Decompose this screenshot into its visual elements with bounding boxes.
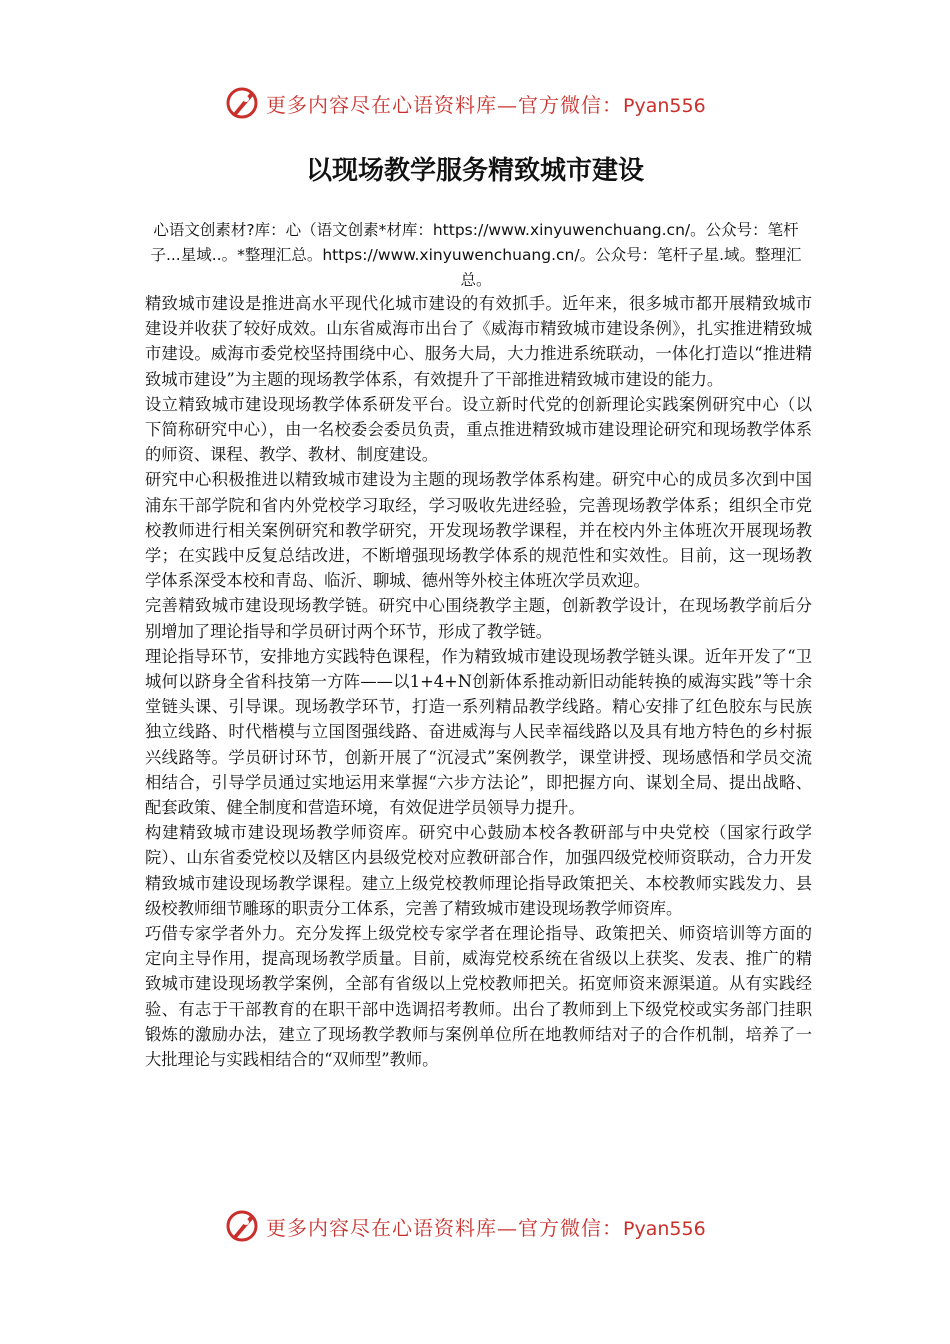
- ink-pen-logo-icon: [224, 1208, 260, 1244]
- header-wechat-id: Pyan556: [623, 94, 706, 117]
- header-banner-text: 更多内容尽在心语资料库—官方微信：Pyan556: [266, 92, 706, 117]
- footer-wechat-id: Pyan556: [623, 1217, 706, 1240]
- paragraph: 完善精致城市建设现场教学链。研究中心围绕教学主题，创新教学设计，在现场教学前后分别增加了理论指导和学员研讨两个环节，形成了教学链。: [145, 596, 812, 641]
- header-banner: [0, 83, 950, 123]
- paragraph: 设立精致城市建设现场教学体系研发平台。设立新时代党的创新理论实践案例研究中心（以下简称研究中心），由一名校委会委员负责，重点推进精致城市建设理论研究和现场教学体系的师资、课程、教学、教材、制度建设。: [145, 394, 812, 465]
- source-notice: 心语文创素材?库：心（语文创素*材库：https://www.xinyuwenchuang.cn/。公众号：笔杆子...星域..。*整理汇总。https://www.xinyuwenchuang.cn/。公众号：笔杆子星.域。整理汇总。: [150, 221, 802, 289]
- document-title: 以现场教学服务精致城市建设: [305, 156, 644, 186]
- paragraph: 构建精致城市建设现场教学师资库。研究中心鼓励本校各教研部与中央党校（国家行政学院）、山东省委党校以及辖区内县级党校对应教研部合作，加强四级党校师资联动，合力开发精致城市建设现场教学课程。建立上级党校教师理论指导政策把关、本校教师实践发力、县级校教师细节雕琢的职责分工体系，完善了精致城市建设现场教学师资库。: [145, 823, 812, 918]
- footer-banner-text: 更多内容尽在心语资料库—官方微信：Pyan556: [266, 1215, 706, 1240]
- paragraph: 理论指导环节，安排地方实践特色课程，作为精致城市建设现场教学链头课。近年开发了“卫城何以跻身全省科技第一方阵——以1+4+N创新体系推动新旧动能转换的威海实践”等十余堂链头课、引导课。现场教学环节，打造一系列精品教学线路。精心安排了红色胶东与民族独立线路、时代楷模与立国图强线路、奋进威海与人民幸福线路以及具有地方特色的乡村振兴线路等。学员研讨环节，创新开展了“沉浸式”案例教学，课堂讲授、现场感悟和学员交流相结合，引导学员通过实地运用来掌握“六步方法论”，即把握方向、谋划全局、提出战略、配套政策、健全制度和营造环境，有效促进学员领导力提升。: [145, 646, 812, 818]
- paragraph: 精致城市建设是推进高水平现代化城市建设的有效抓手。近年来，很多城市都开展精致城市建设并收获了较好成效。山东省威海市出台了《威海市精致城市建设条例》，扎实推进精致城市建设。威海市委党校坚持围绕中心、服务大局，大力推进系统联动，一体化打造以“推进精致城市建设”为主题的现场教学体系，有效提升了干部推进精致城市建设的能力。: [145, 294, 812, 389]
- footer-banner: [0, 1206, 950, 1246]
- paragraph: 巧借专家学者外力。充分发挥上级党校专家学者在理论指导、政策把关、师资培训等方面的定向主导作用，提高现场教学质量。目前，威海党校系统在省级以上获奖、发表、推广的精致城市建设现场教学案例，全部有省级以上党校教师把关。拓宽师资来源渠道。从有实践经验、有志于干部教育的在职干部中选调招考教师。出台了教师到上下级党校或实务部门挂职锻炼的激励办法，建立了现场教学教师与案例单位所在地教师结对子的合作机制，培养了一大批理论与实践相结合的“双师型”教师。: [145, 924, 812, 1070]
- document-body: [145, 291, 812, 1072]
- paragraph: 研究中心积极推进以精致城市建设为主题的现场教学体系构建。研究中心的成员多次到中国浦东干部学院和省内外党校学习取经，学习吸收先进经验，完善现场教学体系；组织全市党校教师进行相关案例研究和教学研究，开发现场教学课程，并在校内外主体班次开展现场教学；在实践中反复总结改进，不断增强现场教学体系的规范性和实效性。目前，这一现场教学体系深受本校和青岛、临沂、聊城、德州等外校主体班次学员欢迎。: [145, 470, 812, 591]
- ink-pen-logo-icon: [224, 85, 260, 121]
